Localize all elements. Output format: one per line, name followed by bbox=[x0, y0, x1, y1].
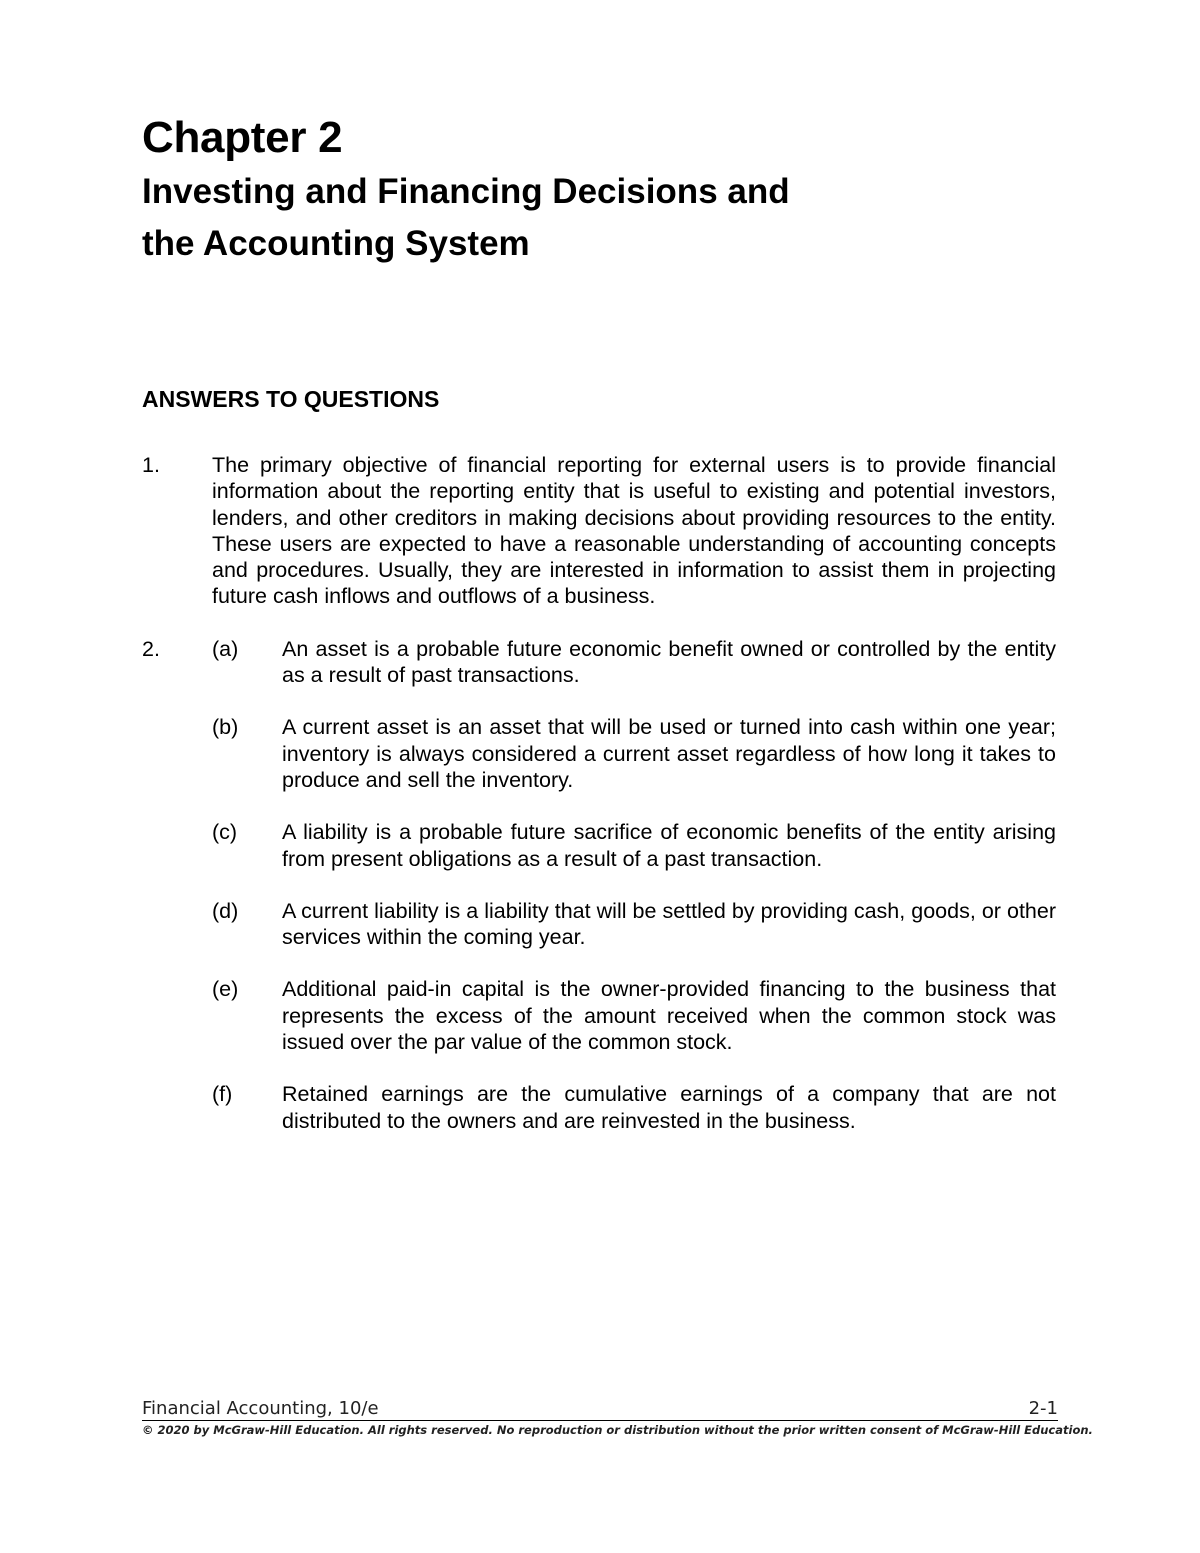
answer-part-e bbox=[212, 976, 1056, 1055]
answer-part-f bbox=[212, 1081, 1056, 1134]
part-label: (d) bbox=[212, 898, 239, 923]
answer-part-c bbox=[212, 819, 1056, 872]
part-label: (f) bbox=[212, 1082, 233, 1107]
part-text: Additional paid-in capital is the owner-provided financing to the business that represents the excess of the amount received when the common stock was issued over the par value of the common stock. bbox=[282, 977, 1056, 1055]
answer-part-b bbox=[212, 714, 1056, 793]
page-footer bbox=[142, 1398, 1093, 1438]
chapter-title: Chapter 2 bbox=[142, 113, 343, 162]
answer-part-d bbox=[212, 898, 1056, 951]
question-1 bbox=[142, 452, 1056, 610]
section-heading: ANSWERS TO QUESTIONS bbox=[142, 386, 440, 412]
chapter-subtitle-line-1: Investing and Financing Decisions and bbox=[142, 172, 790, 211]
answer-part-a bbox=[212, 636, 1056, 689]
question-answer-text: The primary objective of financial reporting for external users is to provide financial information about the reporting entity that is useful to existing and potential investors, lenders, and other creditors in making decisions about providing resources to the entity. These users are expected to have a reasonable understanding of accounting concepts and procedures. Usually, they are interested in information to assist them in projecting future cash inflows and outflows of a business. bbox=[212, 453, 1056, 609]
part-text: A liability is a probable future sacrifice of economic benefits of the entity arising from present obligations as a result of a past transaction. bbox=[282, 820, 1056, 871]
question-number: 2. bbox=[142, 636, 160, 661]
footer-copyright: © 2020 by McGraw-Hill Education. All rights reserved. No reproduction or distribution without the prior written consent of McGraw-Hill Education. bbox=[142, 1423, 1093, 1437]
part-label: (a) bbox=[212, 636, 239, 661]
footer-book-title: Financial Accounting, 10/e bbox=[142, 1398, 379, 1419]
question-number: 1. bbox=[142, 453, 160, 477]
chapter-subtitle bbox=[142, 166, 1042, 270]
part-label: (b) bbox=[212, 715, 239, 740]
question-2 bbox=[142, 636, 1056, 1134]
footer-line bbox=[142, 1398, 1058, 1421]
chapter-subtitle-line-2: the Accounting System bbox=[142, 224, 530, 263]
part-label: (c) bbox=[212, 820, 238, 845]
part-text: Retained earnings are the cumulative earnings of a company that are not distributed to the owners and are reinvested in the business. bbox=[282, 1082, 1056, 1133]
part-text: An asset is a probable future economic benefit owned or controlled by the entity as a result of past transactions. bbox=[282, 636, 1056, 688]
part-text: A current liability is a liability that will be settled by providing cash, goods, or other services within the coming year. bbox=[282, 898, 1056, 950]
part-text: A current asset is an asset that will be used or turned into cash within one year; inventory is always considered a current asset regardless of how long it takes to produce and sell the inventory. bbox=[282, 715, 1056, 792]
part-label: (e) bbox=[212, 977, 239, 1002]
answers-list bbox=[142, 452, 1056, 1160]
footer-page-number: 2-1 bbox=[1028, 1398, 1058, 1419]
